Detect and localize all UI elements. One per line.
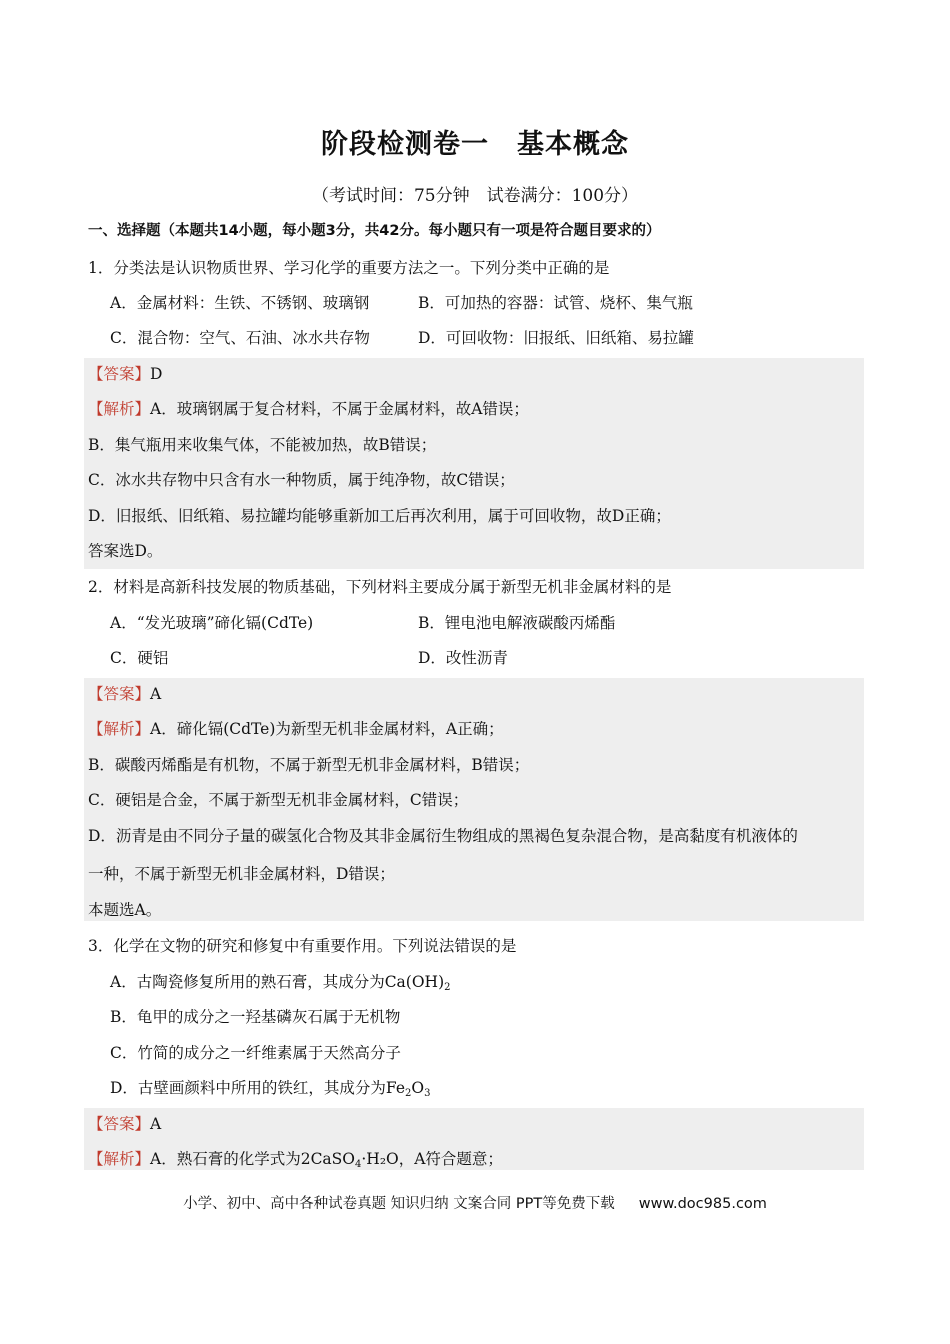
- question-3-option-c: C．竹简的成分之一纤维素属于天然高分子: [110, 1044, 401, 1062]
- question-1-option-d: D．可回收物：旧报纸、旧纸箱、易拉罐: [418, 329, 694, 347]
- question-2-analysis-line: 【解析】A．碲化镉(CdTe)为新型无机非金属材料，A正确；: [88, 720, 504, 738]
- question-1-analysis-line: C．冰水共存物中只含有水一种物质，属于纯净物，故C错误；: [88, 471, 515, 489]
- question-1-analysis-line: B．集气瓶用来收集气体，不能被加热，故B错误；: [88, 436, 437, 454]
- question-1-analysis-line: D．旧报纸、旧纸箱、易拉罐均能够重新加工后再次利用，属于可回收物，故D正确；: [88, 507, 671, 525]
- question-3-analysis-line: 【解析】A．熟石膏的化学式为2CaSO$_4$·H₂O，A符合题意；: [88, 1150, 503, 1170]
- question-2-option-a: A．“发光玻璃”碲化镉(CdTe): [110, 614, 314, 632]
- question-1-stem: 1．分类法是认识物质世界、学习化学的重要方法之一。下列分类中正确的是: [88, 259, 610, 277]
- section-heading: 一、选择题（本题共14小题，每小题3分，共42分。每小题只有一项是符合题目要求的）: [88, 223, 661, 239]
- question-1-analysis-line: 【解析】A．玻璃钢属于复合材料，不属于金属材料，故A错误；: [88, 400, 529, 418]
- question-3-option-d: D．古壁画颜料中所用的铁红，其成分为$Fe_2O_3$: [110, 1079, 431, 1099]
- analysis-tag: 【解析】: [88, 1150, 151, 1168]
- question-1-option-b: B．可加热的容器：试管、烧杯、集气瓶: [418, 294, 693, 312]
- exam-info: （考试时间：75分钟 试卷满分：100分）: [311, 186, 639, 206]
- answer-value: D: [150, 365, 163, 383]
- page-footer: [0, 1192, 950, 1213]
- question-2-analysis-line: C．硬铝是合金，不属于新型无机非金属材料，C错误；: [88, 791, 469, 809]
- question-2-conclusion: 本题选A。: [88, 901, 162, 919]
- question-3-answer: [88, 1114, 161, 1134]
- question-1-conclusion: 答案选D。: [88, 542, 163, 560]
- question-2-answer: [88, 684, 161, 704]
- question-1-answer-block: [84, 358, 864, 569]
- question-3-option-a: A．古陶瓷修复所用的熟石膏，其成分为$Ca(OH)_2$: [110, 973, 451, 993]
- question-2-analysis-line: 一种，不属于新型无机非金属材料，D错误；: [88, 865, 395, 883]
- analysis-tag: 【解析】: [88, 400, 151, 418]
- question-1-answer: [88, 364, 162, 384]
- answer-tag: 【答案】: [88, 365, 151, 383]
- footer-site-link[interactable]: www.doc985.com: [638, 1196, 767, 1212]
- answer-value: A: [150, 1115, 162, 1133]
- page-title: 阶段检测卷一 基本概念: [321, 129, 629, 160]
- question-1-option-c: C．混合物：空气、石油、冰水共存物: [110, 329, 370, 347]
- answer-tag: 【答案】: [88, 685, 151, 703]
- footer-text: 小学、初中、高中各种试卷真题 知识归纳 文案合同 PPT等免费下载: [183, 1196, 615, 1212]
- question-1-option-a: A．金属材料：生铁、不锈钢、玻璃钢: [110, 294, 370, 312]
- question-2-option-b: B．锂电池电解液碳酸丙烯酯: [418, 614, 616, 632]
- question-3-stem: 3．化学在文物的研究和修复中有重要作用。下列说法错误的是: [88, 937, 517, 955]
- question-2-option-d: D．改性沥青: [418, 649, 508, 667]
- question-2-option-c: C．硬铝: [110, 649, 169, 667]
- answer-value: A: [150, 685, 162, 703]
- question-2-analysis-line: D．沥青是由不同分子量的碳氢化合物及其非金属衍生物组成的黑褐色复杂混合物，是高黏度有机液体的: [88, 827, 798, 845]
- question-2-analysis-line: B．碳酸丙烯酯是有机物，不属于新型无机非金属材料，B错误；: [88, 756, 530, 774]
- answer-tag: 【答案】: [88, 1115, 151, 1133]
- question-2-stem: 2．材料是高新科技发展的物质基础，下列材料主要成分属于新型无机非金属材料的是: [88, 578, 672, 596]
- analysis-tag: 【解析】: [88, 720, 151, 738]
- question-3-option-b: B．龟甲的成分之一羟基磷灰石属于无机物: [110, 1008, 401, 1026]
